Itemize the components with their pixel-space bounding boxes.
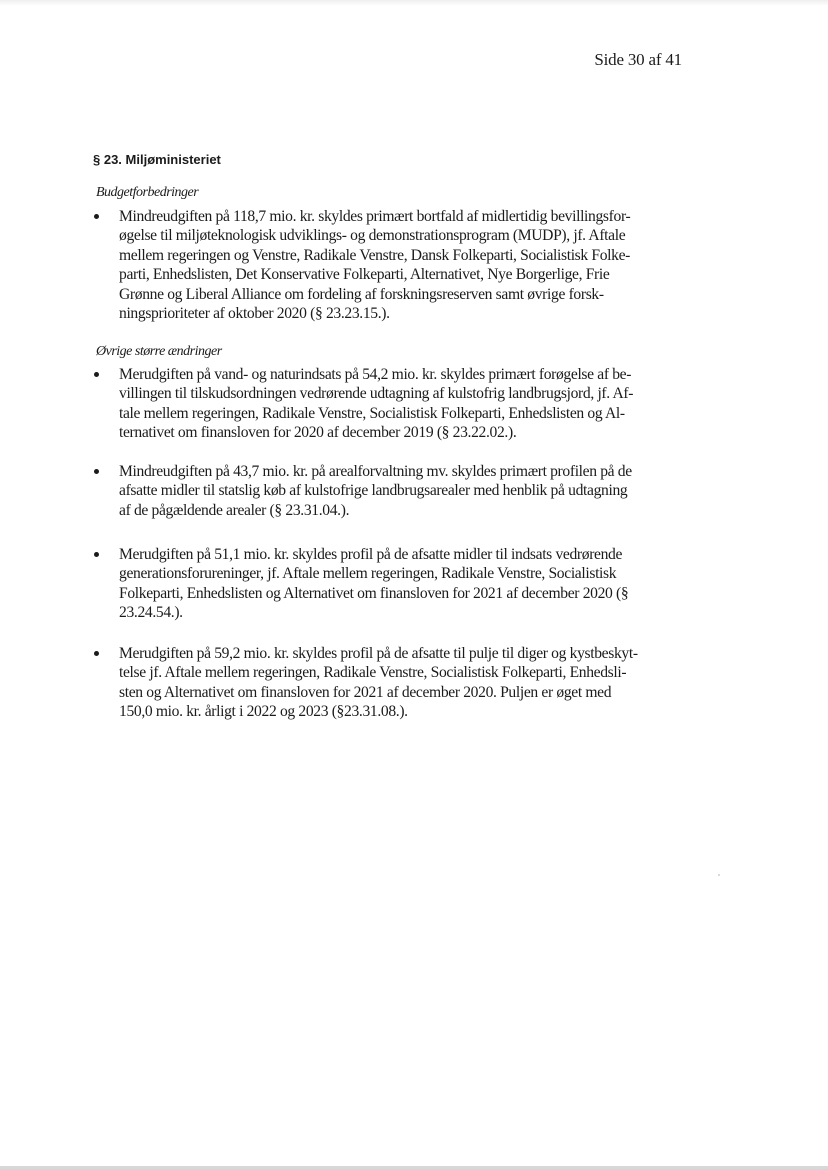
text-line: Mindreudgiften på 118,7 mio. kr. skyldes primært bortfald af midlertidig bevillingsfor- <box>119 208 631 225</box>
bullet-icon <box>94 651 99 656</box>
text-line: øgelse til miljøteknologisk udviklings- og demonstrationsprogram (MUDP), jf. Aftale <box>119 227 626 245</box>
text-line: Merudgiften på 51,1 mio. kr. skyldes profil på de afsatte midler til indsats vedrørende <box>119 546 623 563</box>
other-item-text <box>119 462 683 520</box>
text-line: mellem regeringen og Venstre, Radikale Venstre, Dansk Folkeparti, Socialistisk Folke- <box>119 246 631 264</box>
other-item-4 <box>93 644 683 722</box>
text-line: parti, Enhedslisten, Det Konservative Folkeparti, Alternativet, Nye Borgerlige, Frie <box>119 266 610 284</box>
other-changes-subheading: Øvrige større ændringer <box>96 344 222 359</box>
scan-speck <box>718 874 720 876</box>
text-line: Merudgiften på vand- og naturindsats på 54,2 mio. kr. skyldes primært forøgelse af be- <box>119 366 632 383</box>
other-item-1 <box>93 365 683 443</box>
other-item-3 <box>93 545 683 623</box>
text-line: telse jf. Aftale mellem regeringen, Radikale Venstre, Socialistisk Folkeparti, Enhedsli- <box>119 664 627 682</box>
page-top-edge <box>0 0 828 6</box>
text-line: ternativet om finansloven for 2020 af december 2019 (§ 23.22.02.). <box>119 424 517 442</box>
bullet-icon <box>94 552 99 557</box>
text-line: generationsforureninger, jf. Aftale mellem regeringen, Radikale Venstre, Socialistisk <box>119 565 617 583</box>
other-item-2 <box>93 462 683 520</box>
text-line: 150,0 mio. kr. årligt i 2022 og 2023 (§23.31.08.). <box>119 703 408 721</box>
text-line: tale mellem regeringen, Radikale Venstre, Socialistisk Folkeparti, Enhedslisten og Al- <box>119 404 625 422</box>
text-line: villingen til tilskudsordningen vedrørende udtagning af kulstofrig landbrugsjord, jf. Af- <box>119 385 634 403</box>
text-line: sten og Alternativet om finansloven for 2021 af december 2020. Puljen er øget med <box>119 683 612 701</box>
budget-item-1 <box>93 207 683 323</box>
other-item-text <box>119 365 683 443</box>
text-line: Grønne og Liberal Alliance om fordeling af forskningsreserven samt øvrige forsk- <box>119 285 604 303</box>
budget-subheading: Budgetforbedringer <box>96 185 199 200</box>
text-line: afsatte midler til statslig køb af kulstofrige landbrugsarealer med henblik på udtagning <box>119 482 628 500</box>
text-line: Folkeparti, Enhedslisten og Alternativet om finansloven for 2021 af december 2020 (§ <box>119 584 629 602</box>
bullet-icon <box>94 469 99 474</box>
text-line: ningsprioriteter af oktober 2020 (§ 23.23.15.). <box>119 305 390 323</box>
bullet-icon <box>94 214 99 219</box>
bullet-icon <box>94 372 99 377</box>
text-line: Mindreudgiften på 43,7 mio. kr. på arealforvaltning mv. skyldes primært profilen på de <box>119 463 632 480</box>
page-number: Side 30 af 41 <box>594 50 682 69</box>
other-item-text <box>119 644 683 722</box>
budget-item-text <box>119 207 683 323</box>
other-item-text <box>119 545 683 623</box>
section-heading: § 23. Miljøministeriet <box>93 152 221 167</box>
text-line: 23.24.54.). <box>119 604 183 622</box>
text-line: Merudgiften på 59,2 mio. kr. skyldes profil på de afsatte til pulje til diger og kystbeskyt- <box>119 645 638 662</box>
text-line: af de pågældende arealer (§ 23.31.04.). <box>119 501 350 519</box>
